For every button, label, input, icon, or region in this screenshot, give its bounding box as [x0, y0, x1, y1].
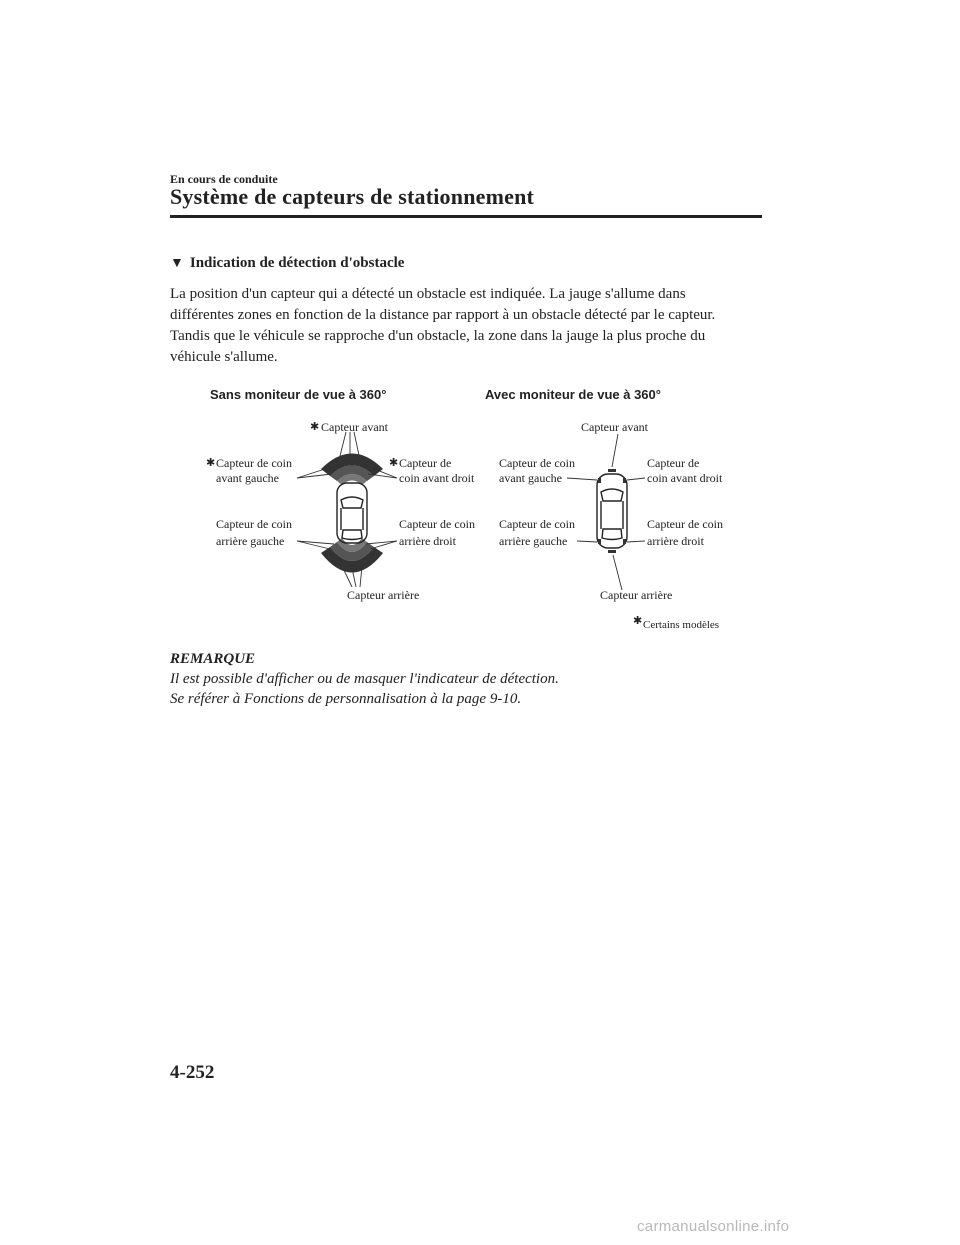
right-front-right-label-line2: coin avant droit [647, 471, 723, 485]
paragraph-line: véhicule s'allume. [170, 349, 278, 365]
left-front-right-label-line1: Capteur de [399, 456, 452, 470]
note-line: Il est possible d'afficher ou de masquer l'indicateur de détection. [170, 671, 559, 687]
left-front-left-label-line1: Capteur de coin [216, 456, 292, 470]
right-leader-lines [567, 434, 645, 590]
asterisk-icon: ✱ [389, 457, 399, 469]
left-front-sensor-label: Capteur avant [321, 420, 388, 434]
right-rear-right-label-line2: arrière droit [647, 534, 704, 548]
right-panel-heading: Avec moniteur de vue à 360° [485, 387, 661, 402]
left-panel-heading: Sans moniteur de vue à 360° [210, 387, 387, 402]
watermark: carmanualsonline.info [637, 1218, 790, 1235]
asterisk-icon: ✱ [310, 421, 320, 433]
left-front-left-label-line2: avant gauche [216, 471, 279, 485]
note-title: REMARQUE [170, 651, 256, 667]
left-rear-left-label-line1: Capteur de coin [216, 517, 292, 531]
car-top-view-left [337, 483, 367, 543]
right-front-sensor-label: Capteur avant [581, 420, 648, 434]
right-rear-left-label-line1: Capteur de coin [499, 517, 575, 531]
right-front-right-label-line1: Capteur de [647, 456, 700, 470]
car-top-view-right [597, 474, 627, 548]
left-rear-sensor-label: Capteur arrière [347, 588, 420, 602]
sub-heading-text: Indication de détection d'obstacle [189, 255, 405, 271]
page-number: 4-252 [170, 1062, 215, 1083]
right-front-left-label-line1: Capteur de coin [499, 456, 575, 470]
right-front-left-label-line2: avant gauche [499, 471, 562, 485]
note-block [170, 649, 559, 709]
paragraph-line: différentes zones en fonction de la distance par rapport à un obstacle détecté par le capteur. [170, 307, 716, 323]
triangle-down-icon: ▼ [170, 256, 184, 271]
left-rear-right-label-line2: arrière droit [399, 534, 456, 548]
asterisk-icon: ✱ [206, 457, 216, 469]
right-rear-right-label-line1: Capteur de coin [647, 517, 723, 531]
left-rear-right-label-line1: Capteur de coin [399, 517, 475, 531]
note-line: Se référer à Fonctions de personnalisation à la page 9-10. [170, 691, 522, 707]
paragraph-line: La position d'un capteur qui a détecté un obstacle est indiquée. La jauge s'allume dans [170, 286, 686, 302]
left-front-right-label-line2: coin avant droit [399, 471, 475, 485]
right-rear-sensor-label: Capteur arrière [600, 588, 673, 602]
page-title: Système de capteurs de stationnement [170, 184, 535, 209]
left-rear-left-label-line2: arrière gauche [216, 534, 285, 548]
asterisk-icon: ✱ [633, 615, 643, 627]
front-gauge [321, 454, 383, 486]
right-sensor-markers [598, 469, 626, 553]
footnote-label: Certains modèles [643, 619, 720, 631]
section-label: En cours de conduite [170, 172, 278, 186]
right-rear-left-label-line2: arrière gauche [499, 534, 568, 548]
paragraph-line: Tandis que le véhicule se rapproche d'un obstacle, la zone dans la jauge la plus proche du [170, 328, 706, 344]
